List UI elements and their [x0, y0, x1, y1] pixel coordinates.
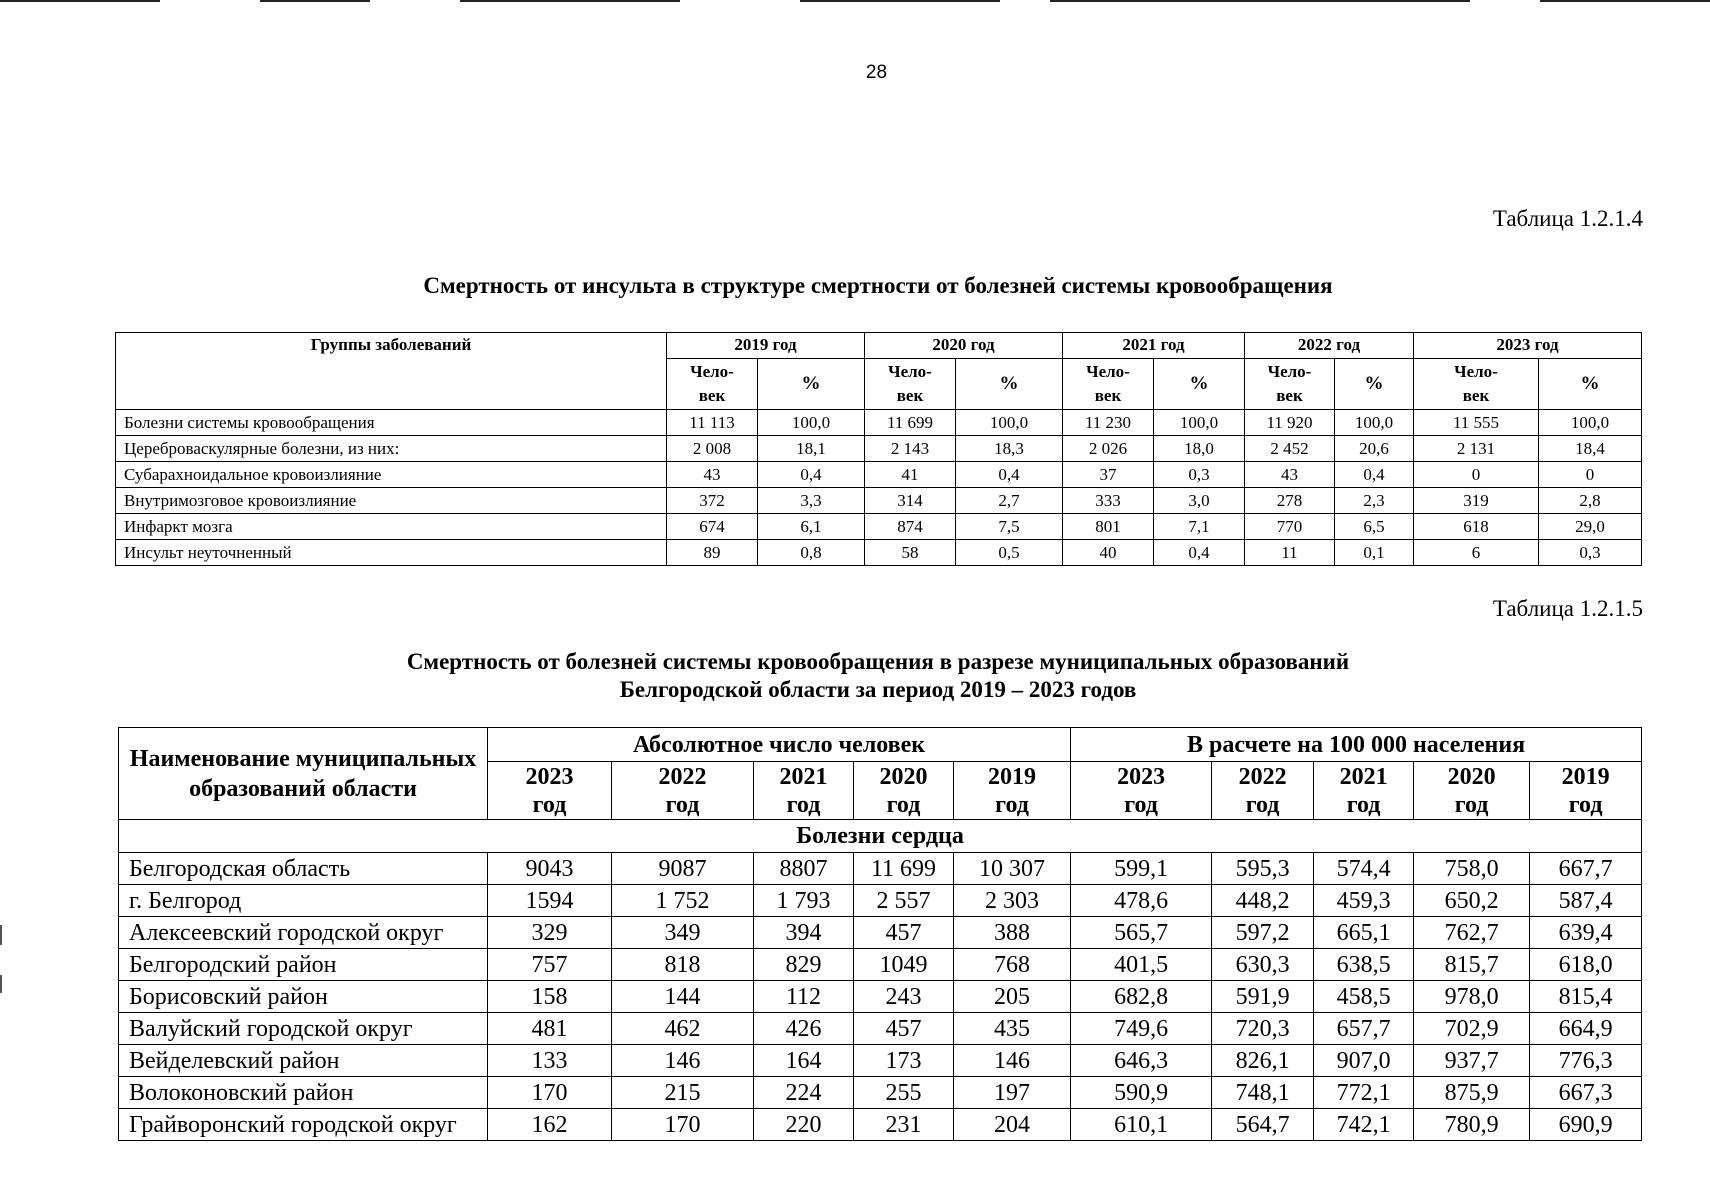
table-cell: 6,1 [758, 514, 865, 540]
table-cell: 690,9 [1530, 1109, 1642, 1141]
header-year: 2022 год [612, 762, 754, 820]
table-cell: 7,1 [1154, 514, 1245, 540]
table-cell: 58 [865, 540, 956, 566]
table-cell: 665,1 [1314, 917, 1414, 949]
table-cell: 329 [488, 917, 612, 949]
table-cell: 0,8 [758, 540, 865, 566]
table-cell: 757 [488, 949, 612, 981]
table-cell: 599,1 [1071, 853, 1212, 885]
table-cell: 255 [854, 1077, 954, 1109]
table-cell: 0,3 [1539, 540, 1642, 566]
table-cell: 11 [1245, 540, 1335, 566]
table-cell: 2,3 [1335, 488, 1414, 514]
table-cell: 314 [865, 488, 956, 514]
table-cell: 231 [854, 1109, 954, 1141]
table-cell: 112 [754, 981, 854, 1013]
header-year: 2022 год [1212, 762, 1314, 820]
table-cell: 597,2 [1212, 917, 1314, 949]
table-cell: 610,1 [1071, 1109, 1212, 1141]
table-cell: 776,3 [1530, 1045, 1642, 1077]
table-cell: 41 [865, 462, 956, 488]
row-label: Белгородская область [119, 853, 488, 885]
table-cell: 18,1 [758, 436, 865, 462]
table-cell: 220 [754, 1109, 854, 1141]
table-cell: 0,3 [1154, 462, 1245, 488]
table-cell: 3,0 [1154, 488, 1245, 514]
table-cell: 907,0 [1314, 1045, 1414, 1077]
header-year: 2019 год [1530, 762, 1642, 820]
table-cell: 197 [954, 1077, 1071, 1109]
margin-mark [0, 975, 2, 993]
table-cell: 590,9 [1071, 1077, 1212, 1109]
table-cell: 205 [954, 981, 1071, 1013]
table-cell: 2 557 [854, 885, 954, 917]
table-cell: 100,0 [1335, 410, 1414, 436]
table-cell: 664,9 [1530, 1013, 1642, 1045]
table-cell: 574,4 [1314, 853, 1414, 885]
table-cell: 146 [612, 1045, 754, 1077]
header-year: 2021 год [1063, 333, 1245, 359]
table-cell: 2 303 [954, 885, 1071, 917]
table-cell: 7,5 [956, 514, 1063, 540]
table-cell: 682,8 [1071, 981, 1212, 1013]
table-cell: 481 [488, 1013, 612, 1045]
table-cell: 1594 [488, 885, 612, 917]
table-cell: 478,6 [1071, 885, 1212, 917]
table-label: Таблица 1.2.1.5 [1492, 596, 1643, 621]
header-per-100k: В расчете на 100 000 населения [1071, 728, 1642, 762]
table-cell: 772,1 [1314, 1077, 1414, 1109]
table-cell: 394 [754, 917, 854, 949]
subheader-percent: % [1335, 359, 1414, 410]
table-cell: 11 555 [1414, 410, 1539, 436]
table-cell: 2,7 [956, 488, 1063, 514]
table-cell: 0,1 [1335, 540, 1414, 566]
table-cell: 650,2 [1414, 885, 1530, 917]
table-cell: 8807 [754, 853, 854, 885]
table-cell: 243 [854, 981, 954, 1013]
subheader-percent: % [956, 359, 1063, 410]
table-cell: 18,3 [956, 436, 1063, 462]
subheader-people: Чело- век [865, 359, 956, 410]
table-row [116, 540, 1642, 566]
table-cell: 762,7 [1414, 917, 1530, 949]
table-cell: 667,7 [1530, 853, 1642, 885]
subheader-people: Чело- век [1063, 359, 1154, 410]
table-cell: 770 [1245, 514, 1335, 540]
table-cell: 6 [1414, 540, 1539, 566]
subheader-people: Чело- век [1245, 359, 1335, 410]
table-cell: 1 793 [754, 885, 854, 917]
table-cell: 458,5 [1314, 981, 1414, 1013]
row-label: Болезни системы кровообращения [116, 410, 667, 436]
table-cell: 37 [1063, 462, 1154, 488]
table-cell: 18,0 [1154, 436, 1245, 462]
table-cell: 319 [1414, 488, 1539, 514]
table-cell: 89 [667, 540, 758, 566]
table-cell: 9043 [488, 853, 612, 885]
table-cell: 448,2 [1212, 885, 1314, 917]
table-cell: 349 [612, 917, 754, 949]
table-cell: 826,1 [1212, 1045, 1314, 1077]
table-cell: 11 699 [854, 853, 954, 885]
subheader-people: Чело- век [1414, 359, 1539, 410]
subheader-percent: % [758, 359, 865, 410]
table-row [119, 885, 1642, 917]
subheader-percent: % [1154, 359, 1245, 410]
table-title [115, 648, 1641, 704]
table-cell: 18,4 [1539, 436, 1642, 462]
header-year: 2021 год [754, 762, 854, 820]
scan-edge-artifact [0, 0, 1710, 3]
table-cell: 40 [1063, 540, 1154, 566]
table-cell: 595,3 [1212, 853, 1314, 885]
row-label: Инфаркт мозга [116, 514, 667, 540]
table-cell: 100,0 [758, 410, 865, 436]
table-cell: 748,1 [1212, 1077, 1314, 1109]
table-cell: 426 [754, 1013, 854, 1045]
header-year: 2019 год [667, 333, 865, 359]
table-cell: 278 [1245, 488, 1335, 514]
header-year: 2021 год [1314, 762, 1414, 820]
table-cell: 43 [667, 462, 758, 488]
table-cell: 618 [1414, 514, 1539, 540]
table-cell: 2 143 [865, 436, 956, 462]
table-title-line: Белгородской области за период 2019 – 2023 годов [619, 677, 1137, 702]
table-cell: 0,4 [1335, 462, 1414, 488]
row-label: Волоконовский район [119, 1077, 488, 1109]
stroke-mortality-table [115, 332, 1642, 566]
header-year: 2023 год [1071, 762, 1212, 820]
table-cell: 565,7 [1071, 917, 1212, 949]
table-cell: 674 [667, 514, 758, 540]
table-cell: 591,9 [1212, 981, 1314, 1013]
table-cell: 173 [854, 1045, 954, 1077]
header-absolute: Абсолютное число человек [488, 728, 1071, 762]
table-title: Смертность от инсульта в структуре смертности от болезней системы кровообращения [423, 273, 1333, 298]
table-cell: 2 452 [1245, 436, 1335, 462]
table-row [116, 462, 1642, 488]
table-cell: 204 [954, 1109, 1071, 1141]
row-label: Борисовский район [119, 981, 488, 1013]
header-year: 2023 год [1414, 333, 1642, 359]
table-cell: 457 [854, 1013, 954, 1045]
table-cell: 829 [754, 949, 854, 981]
row-label: Инсульт неуточненный [116, 540, 667, 566]
table-cell: 170 [488, 1077, 612, 1109]
header-year: 2019 год [954, 762, 1071, 820]
table-cell: 11 699 [865, 410, 956, 436]
row-label: Субарахноидальное кровоизлияние [116, 462, 667, 488]
municipal-mortality-table [118, 727, 1642, 1141]
table-cell: 43 [1245, 462, 1335, 488]
table-cell: 146 [954, 1045, 1071, 1077]
header-municipality: Наименование муниципальных образований области [119, 728, 488, 820]
table-cell: 564,7 [1212, 1109, 1314, 1141]
table-cell: 100,0 [1539, 410, 1642, 436]
table-row [116, 514, 1642, 540]
header-year: 2020 год [865, 333, 1063, 359]
table-cell: 657,7 [1314, 1013, 1414, 1045]
table-cell: 144 [612, 981, 754, 1013]
table-cell: 11 113 [667, 410, 758, 436]
row-label: г. Белгород [119, 885, 488, 917]
table-row [119, 853, 1642, 885]
table-cell: 815,4 [1530, 981, 1642, 1013]
table-cell: 768 [954, 949, 1071, 981]
table-cell: 937,7 [1414, 1045, 1530, 1077]
table-cell: 462 [612, 1013, 754, 1045]
table-cell: 818 [612, 949, 754, 981]
table-title-line: Смертность от болезней системы кровообращения в разрезе муниципальных образований [406, 649, 1350, 674]
table-cell: 215 [612, 1077, 754, 1109]
table-row [116, 410, 1642, 436]
table-row [119, 1045, 1642, 1077]
table-cell: 780,9 [1414, 1109, 1530, 1141]
table-cell: 388 [954, 917, 1071, 949]
header-year: 2023 год [488, 762, 612, 820]
table-cell: 0,4 [956, 462, 1063, 488]
table-cell: 133 [488, 1045, 612, 1077]
table-cell: 459,3 [1314, 885, 1414, 917]
row-label: Внутримозговое кровоизлияние [116, 488, 667, 514]
subheader-percent: % [1539, 359, 1642, 410]
table-cell: 2 026 [1063, 436, 1154, 462]
table-cell: 749,6 [1071, 1013, 1212, 1045]
table-cell: 874 [865, 514, 956, 540]
table-cell: 164 [754, 1045, 854, 1077]
table-row [119, 1077, 1642, 1109]
table-cell: 702,9 [1414, 1013, 1530, 1045]
table-cell: 435 [954, 1013, 1071, 1045]
table-cell: 162 [488, 1109, 612, 1141]
table-cell: 639,4 [1530, 917, 1642, 949]
table-cell: 224 [754, 1077, 854, 1109]
table-row [119, 949, 1642, 981]
header-year: 2020 год [1414, 762, 1530, 820]
table-label: Таблица 1.2.1.4 [1492, 206, 1643, 231]
table-cell: 3,3 [758, 488, 865, 514]
table-cell: 333 [1063, 488, 1154, 514]
page-number: 28 [865, 62, 888, 83]
table-row [119, 917, 1642, 949]
table-cell: 10 307 [954, 853, 1071, 885]
table-cell: 9087 [612, 853, 754, 885]
row-label: Цереброваскулярные болезни, из них: [116, 436, 667, 462]
table-row [119, 1109, 1642, 1141]
row-label: Валуйский городской округ [119, 1013, 488, 1045]
table-cell: 630,3 [1212, 949, 1314, 981]
table-cell: 20,6 [1335, 436, 1414, 462]
table-cell: 11 230 [1063, 410, 1154, 436]
table-row [119, 1013, 1642, 1045]
table-cell: 29,0 [1539, 514, 1642, 540]
table-cell: 6,5 [1335, 514, 1414, 540]
table-cell: 587,4 [1530, 885, 1642, 917]
header-year: 2020 год [854, 762, 954, 820]
table-cell: 457 [854, 917, 954, 949]
table-cell: 100,0 [956, 410, 1063, 436]
margin-mark [0, 925, 2, 945]
table-cell: 0,4 [1154, 540, 1245, 566]
table-row [119, 981, 1642, 1013]
table-cell: 170 [612, 1109, 754, 1141]
row-label: Белгородский район [119, 949, 488, 981]
table-cell: 875,9 [1414, 1077, 1530, 1109]
table-cell: 815,7 [1414, 949, 1530, 981]
table-cell: 372 [667, 488, 758, 514]
table-row [116, 436, 1642, 462]
row-label: Грайворонский городской округ [119, 1109, 488, 1141]
row-label: Вейделевский район [119, 1045, 488, 1077]
table-cell: 2 131 [1414, 436, 1539, 462]
group-row [119, 820, 1642, 853]
table-cell: 758,0 [1414, 853, 1530, 885]
table-cell: 0 [1414, 462, 1539, 488]
table-cell: 1 752 [612, 885, 754, 917]
table-cell: 1049 [854, 949, 954, 981]
table-cell: 742,1 [1314, 1109, 1414, 1141]
table-cell: 638,5 [1314, 949, 1414, 981]
table-cell: 11 920 [1245, 410, 1335, 436]
table-cell: 100,0 [1154, 410, 1245, 436]
table-cell: 801 [1063, 514, 1154, 540]
table-cell: 978,0 [1414, 981, 1530, 1013]
table-cell: 0,4 [758, 462, 865, 488]
table-cell: 2,8 [1539, 488, 1642, 514]
table-cell: 0,5 [956, 540, 1063, 566]
table-cell: 618,0 [1530, 949, 1642, 981]
group-label: Болезни сердца [119, 820, 1642, 853]
table-cell: 646,3 [1071, 1045, 1212, 1077]
table-cell: 0 [1539, 462, 1642, 488]
table-cell: 158 [488, 981, 612, 1013]
table-row [116, 488, 1642, 514]
header-disease-groups: Группы заболеваний [116, 333, 667, 410]
table-cell: 401,5 [1071, 949, 1212, 981]
header-year: 2022 год [1245, 333, 1414, 359]
row-label: Алексеевский городской округ [119, 917, 488, 949]
table-cell: 667,3 [1530, 1077, 1642, 1109]
subheader-people: Чело- век [667, 359, 758, 410]
table-cell: 720,3 [1212, 1013, 1314, 1045]
table-cell: 2 008 [667, 436, 758, 462]
